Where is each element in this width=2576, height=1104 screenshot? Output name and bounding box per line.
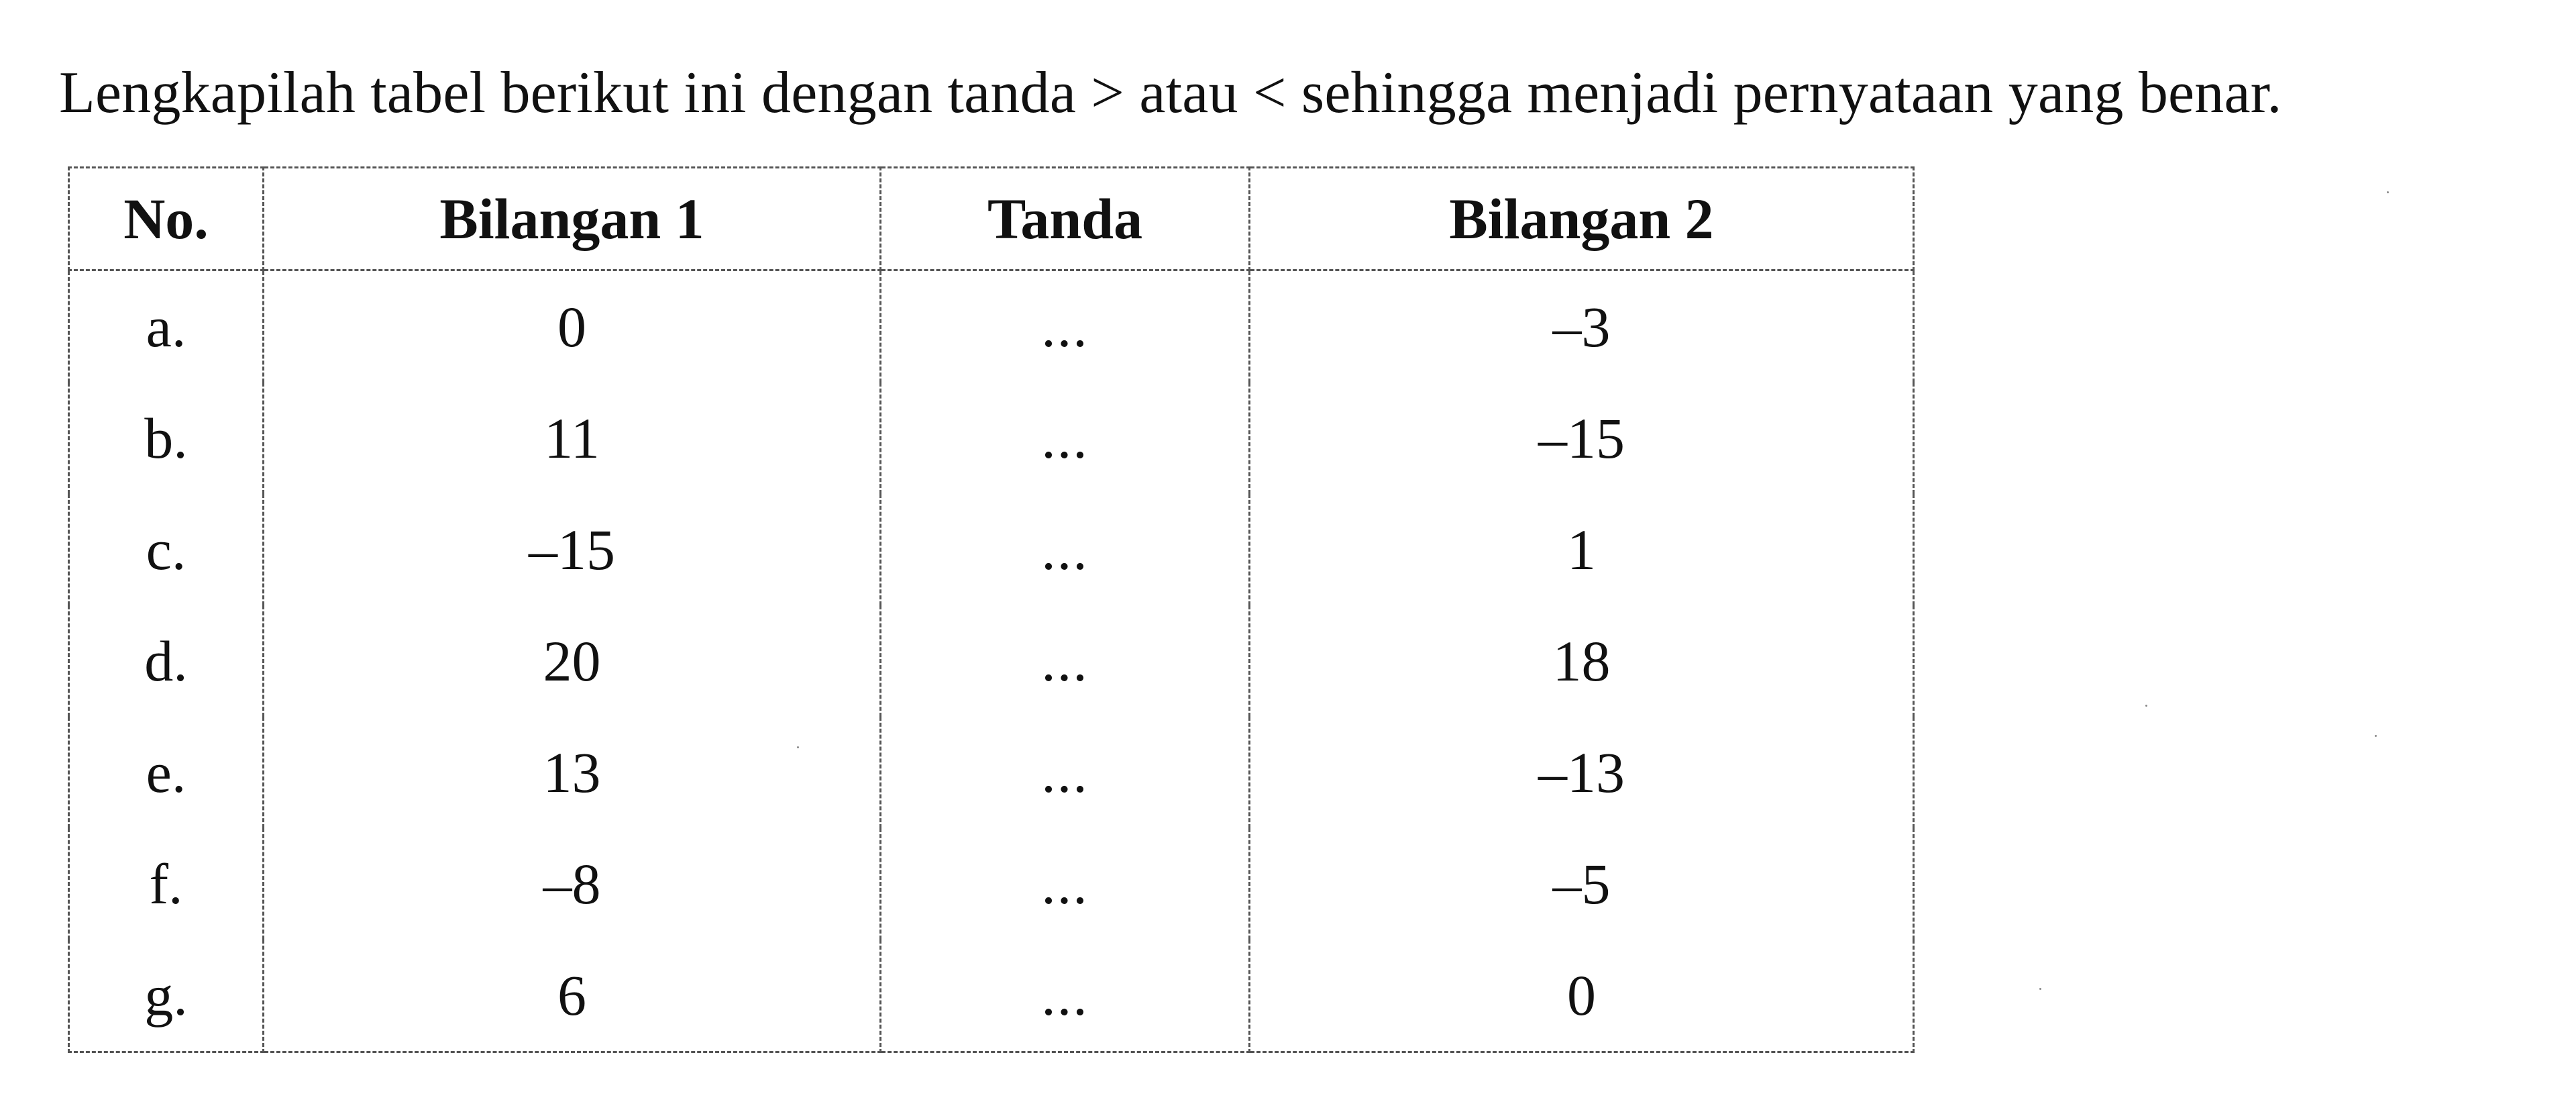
bilangan-1-cell: 20 [264, 605, 881, 717]
scan-speck [2039, 988, 2041, 990]
table-row [69, 270, 1914, 383]
bilangan-2-cell: 0 [1250, 940, 1914, 1052]
sign-blank[interactable]: ... [881, 494, 1250, 605]
sign-blank[interactable]: ... [881, 940, 1250, 1052]
bilangan-2-cell: –15 [1250, 383, 1914, 494]
instruction-text: Lengkapilah tabel berikut ini dengan tanda > atau < sehingga menjadi pernyataan yang benar. [59, 60, 2282, 126]
bilangan-1-cell: 6 [264, 940, 881, 1052]
scan-speck [797, 746, 799, 748]
scan-speck [2387, 191, 2389, 193]
bilangan-2-cell: 18 [1250, 605, 1914, 717]
table-row [69, 494, 1914, 605]
header-no: No. [69, 168, 264, 270]
bilangan-2-cell: 1 [1250, 494, 1914, 605]
header-tanda: Tanda [881, 168, 1250, 270]
row-label: c. [69, 494, 264, 605]
scan-speck [2145, 705, 2147, 707]
bilangan-2-cell: –13 [1250, 717, 1914, 828]
bilangan-1-cell: –8 [264, 828, 881, 940]
scan-speck [2375, 735, 2377, 737]
bilangan-2-cell: –5 [1250, 828, 1914, 940]
header-bilangan-1: Bilangan 1 [264, 168, 881, 270]
table-header [69, 168, 1914, 270]
bilangan-1-cell: –15 [264, 494, 881, 605]
comparison-table [68, 166, 1915, 1053]
row-label: b. [69, 383, 264, 494]
row-label: a. [69, 270, 264, 383]
row-label: g. [69, 940, 264, 1052]
row-label: d. [69, 605, 264, 717]
sign-blank[interactable]: ... [881, 605, 1250, 717]
bilangan-1-cell: 0 [264, 270, 881, 383]
bilangan-1-cell: 13 [264, 717, 881, 828]
row-label: f. [69, 828, 264, 940]
sign-blank[interactable]: ... [881, 383, 1250, 494]
bilangan-2-cell: –3 [1250, 270, 1914, 383]
row-label: e. [69, 717, 264, 828]
sign-blank[interactable]: ... [881, 828, 1250, 940]
header-row [69, 168, 1914, 270]
table-row [69, 383, 1914, 494]
table-row [69, 717, 1914, 828]
header-bilangan-2: Bilangan 2 [1250, 168, 1914, 270]
sign-blank[interactable]: ... [881, 717, 1250, 828]
table-row [69, 828, 1914, 940]
table-row [69, 940, 1914, 1052]
table-row [69, 605, 1914, 717]
table-body [69, 270, 1914, 1052]
bilangan-1-cell: 11 [264, 383, 881, 494]
sign-blank[interactable]: ... [881, 270, 1250, 383]
